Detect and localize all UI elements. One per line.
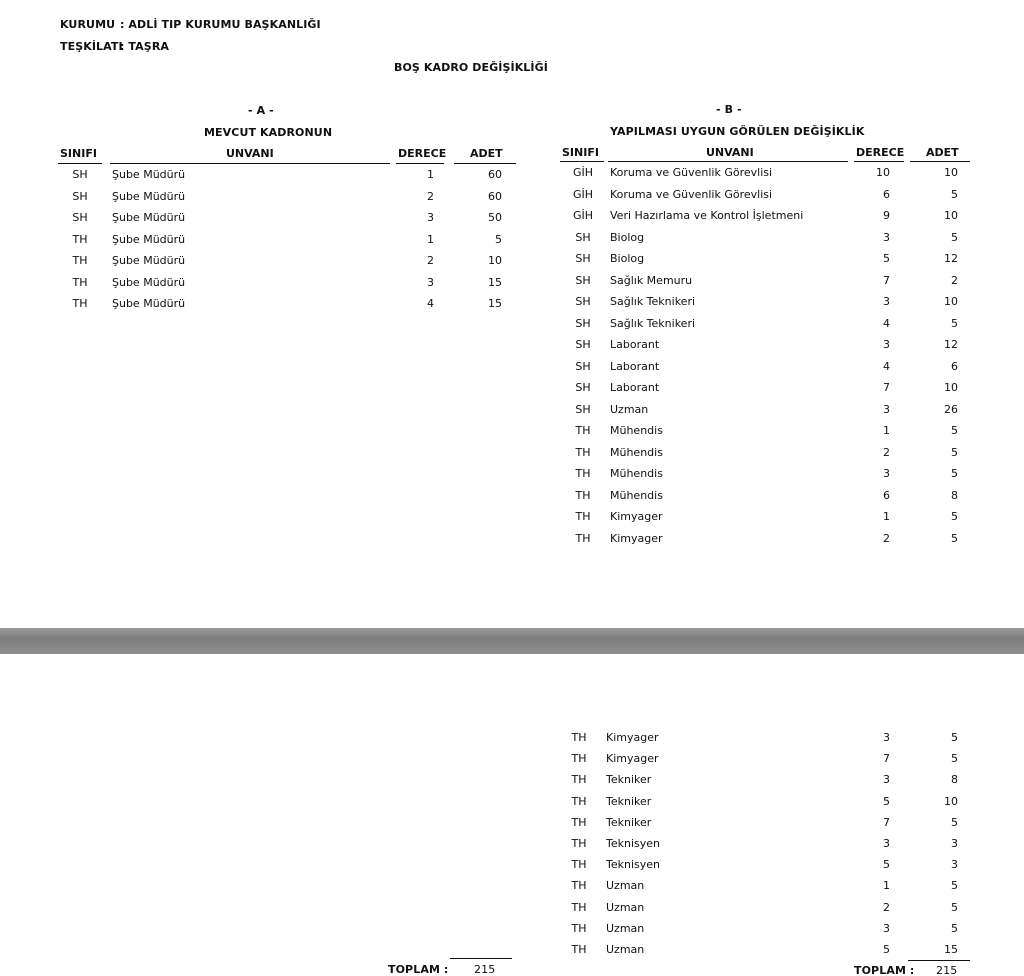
- cell-unvani: Laborant: [610, 338, 660, 351]
- cell-sinifi: TH: [72, 297, 88, 310]
- table-row: [0, 795, 1024, 816]
- cell-adet: 3: [951, 837, 958, 850]
- section-b-col-sinifi: SINIFI: [562, 146, 599, 159]
- table-row: [0, 489, 1024, 510]
- cell-sinifi: TH: [571, 815, 587, 829]
- table-row: [0, 338, 1024, 359]
- cell-adet: 5: [951, 230, 958, 244]
- section-a-col-adet: ADET: [470, 147, 503, 160]
- cell-unvani: Biolog: [610, 230, 645, 244]
- cell-derece: 3: [883, 731, 890, 744]
- section-a-total-rule: [450, 958, 512, 959]
- cell-sinifi: SH: [575, 381, 591, 394]
- table-row: [0, 816, 1024, 837]
- cell-sinifi: SH: [575, 252, 591, 265]
- cell-adet: 5: [951, 921, 958, 935]
- table-row: [0, 252, 1024, 273]
- cell-unvani: Uzman: [610, 402, 649, 416]
- cell-unvani: Sağlık Teknikeri: [610, 295, 696, 308]
- cell-unvani: Tekniker: [606, 773, 652, 787]
- cell-unvani: Uzman: [606, 943, 645, 956]
- cell-derece: 7: [883, 815, 890, 829]
- cell-derece: 7: [883, 273, 890, 287]
- cell-adet: 8: [951, 488, 958, 502]
- cell-sinifi: TH: [571, 837, 587, 850]
- cell-unvani: Veri Hazırlama ve Kontrol İşletmeni: [610, 209, 804, 222]
- teskilati-value: : TAŞRA: [120, 40, 169, 53]
- cell-adet: 12: [944, 252, 958, 265]
- cell-derece: 6: [883, 187, 890, 201]
- cell-adet: 5: [951, 900, 958, 914]
- section-b-total-rule: [908, 960, 970, 961]
- cell-sinifi: TH: [72, 254, 88, 267]
- cell-unvani: Sağlık Teknikeri: [610, 316, 696, 330]
- table-row: [0, 773, 1024, 794]
- section-b-derece-underline: [854, 161, 904, 162]
- cell-adet: 5: [951, 467, 958, 480]
- section-a-unvani-underline: [110, 163, 390, 164]
- cell-adet: 5: [951, 731, 958, 744]
- cell-sinifi: SH: [72, 189, 88, 203]
- page-separator: [0, 628, 1024, 654]
- cell-derece: 7: [883, 752, 890, 766]
- cell-sinifi: SH: [575, 295, 591, 308]
- cell-derece: 2: [883, 531, 890, 545]
- cell-sinifi: TH: [575, 467, 591, 480]
- cell-derece: 1: [427, 168, 434, 181]
- cell-adet: 10: [944, 794, 958, 808]
- table-row: [0, 295, 1024, 316]
- cell-adet: 12: [944, 338, 958, 351]
- cell-unvani: Mühendis: [610, 467, 663, 480]
- cell-adet: 5: [495, 232, 502, 246]
- section-b-subtitle: YAPILMASI UYGUN GÖRÜLEN DEĞİŞİKLİK: [610, 125, 865, 138]
- cell-unvani: Koruma ve Güvenlik Görevlisi: [610, 166, 773, 179]
- section-a-letter: - A -: [248, 104, 274, 117]
- cell-unvani: Şube Müdürü: [112, 189, 186, 203]
- table-row: [0, 231, 1024, 252]
- cell-adet: 15: [944, 943, 958, 956]
- cell-unvani: Kimyager: [606, 752, 659, 766]
- section-b-col-derece: DERECE: [856, 146, 905, 159]
- cell-unvani: Kimyager: [610, 531, 663, 545]
- table-row: [0, 381, 1024, 402]
- cell-unvani: Şube Müdürü: [112, 297, 186, 310]
- cell-derece: 2: [427, 189, 434, 203]
- section-b-col-unvani: UNVANI: [706, 146, 754, 159]
- cell-unvani: Uzman: [606, 879, 645, 893]
- cell-derece: 1: [883, 879, 890, 893]
- cell-sinifi: TH: [72, 232, 88, 246]
- cell-derece: 2: [883, 445, 890, 459]
- cell-derece: 5: [883, 252, 890, 265]
- table-row: [0, 317, 1024, 338]
- table-row: [0, 752, 1024, 773]
- cell-derece: 3: [883, 338, 890, 351]
- cell-unvani: Şube Müdürü: [112, 211, 186, 224]
- cell-derece: 10: [876, 166, 890, 179]
- cell-derece: 3: [883, 467, 890, 480]
- cell-sinifi: GİH: [572, 187, 594, 201]
- section-b-adet-underline: [910, 161, 970, 162]
- cell-derece: 3: [883, 921, 890, 935]
- cell-derece: 3: [883, 230, 890, 244]
- cell-derece: 4: [883, 316, 890, 330]
- cell-adet: 5: [951, 445, 958, 459]
- cell-adet: 8: [951, 773, 958, 787]
- cell-sinifi: TH: [575, 445, 591, 459]
- cell-adet: 3: [951, 858, 958, 872]
- table-row: [0, 209, 1024, 230]
- section-a-total-label: TOPLAM :: [388, 963, 449, 976]
- cell-unvani: Teknisyen: [606, 858, 660, 872]
- cell-adet: 2: [951, 273, 958, 287]
- cell-sinifi: GİH: [572, 209, 594, 222]
- section-a-subtitle: MEVCUT KADRONUN: [204, 126, 333, 139]
- cell-adet: 5: [951, 815, 958, 829]
- cell-adet: 5: [951, 187, 958, 201]
- cell-adet: 5: [951, 531, 958, 545]
- cell-sinifi: TH: [571, 900, 587, 914]
- cell-adet: 10: [944, 166, 958, 179]
- cell-unvani: Uzman: [606, 921, 645, 935]
- cell-derece: 3: [427, 275, 434, 289]
- section-b-total-value: 215: [936, 964, 958, 976]
- cell-derece: 3: [883, 837, 890, 850]
- cell-sinifi: SH: [575, 338, 591, 351]
- cell-unvani: Teknisyen: [606, 837, 660, 850]
- cell-sinifi: SH: [575, 230, 591, 244]
- cell-derece: 3: [883, 402, 890, 416]
- cell-unvani: Koruma ve Güvenlik Görevlisi: [610, 187, 773, 201]
- teskilati-label: TEŞKİLATI: [60, 40, 123, 53]
- cell-derece: 2: [883, 900, 890, 914]
- cell-derece: 5: [883, 858, 890, 872]
- section-a-col-derece: DERECE: [398, 147, 447, 160]
- table-row: [0, 532, 1024, 553]
- cell-sinifi: SH: [575, 273, 591, 287]
- cell-unvani: Tekniker: [606, 794, 652, 808]
- cell-unvani: Şube Müdürü: [112, 232, 186, 246]
- cell-adet: 10: [944, 209, 958, 222]
- cell-derece: 1: [427, 232, 434, 246]
- cell-sinifi: TH: [575, 424, 591, 437]
- cell-sinifi: TH: [575, 510, 591, 523]
- section-a-adet-underline: [454, 163, 516, 164]
- kurumu-value: : ADLİ TIP KURUMU BAŞKANLIĞI: [120, 18, 321, 31]
- section-a-derece-underline: [396, 163, 444, 164]
- section-a-sinifi-underline: [58, 163, 102, 164]
- cell-sinifi: TH: [571, 794, 587, 808]
- table-row: [0, 837, 1024, 858]
- section-b-col-adet: ADET: [926, 146, 959, 159]
- cell-adet: 5: [951, 316, 958, 330]
- cell-adet: 5: [951, 510, 958, 523]
- table-row: [0, 188, 1024, 209]
- cell-unvani: Şube Müdürü: [112, 275, 186, 289]
- cell-adet: 6: [951, 359, 958, 373]
- cell-sinifi: TH: [571, 731, 587, 744]
- cell-sinifi: TH: [571, 858, 587, 872]
- section-b-sinifi-underline: [560, 161, 604, 162]
- cell-adet: 10: [944, 381, 958, 394]
- cell-derece: 3: [883, 773, 890, 787]
- cell-sinifi: GİH: [572, 166, 594, 179]
- table-row: [0, 879, 1024, 900]
- cell-sinifi: SH: [575, 402, 591, 416]
- cell-adet: 10: [944, 295, 958, 308]
- table-row: [0, 274, 1024, 295]
- cell-unvani: Sağlık Memuru: [610, 273, 693, 287]
- cell-adet: 15: [488, 275, 502, 289]
- cell-adet: 10: [488, 254, 502, 267]
- table-row: [0, 424, 1024, 445]
- cell-sinifi: TH: [72, 275, 88, 289]
- cell-derece: 4: [427, 297, 434, 310]
- cell-sinifi: TH: [575, 531, 591, 545]
- document-page-2: [0, 654, 1024, 976]
- cell-unvani: Laborant: [610, 359, 660, 373]
- cell-unvani: Tekniker: [606, 815, 652, 829]
- cell-sinifi: SH: [72, 211, 88, 224]
- table-row: [0, 467, 1024, 488]
- table-row: [0, 510, 1024, 531]
- cell-adet: 5: [951, 752, 958, 766]
- table-row: [0, 403, 1024, 424]
- cell-derece: 2: [427, 254, 434, 267]
- table-row: [0, 943, 1024, 964]
- table-row: [0, 922, 1024, 943]
- cell-derece: 5: [883, 943, 890, 956]
- cell-adet: 15: [488, 297, 502, 310]
- table-row: [0, 858, 1024, 879]
- cell-sinifi: SH: [575, 316, 591, 330]
- cell-derece: 9: [883, 209, 890, 222]
- section-a-col-unvani: UNVANI: [226, 147, 274, 160]
- cell-derece: 7: [883, 381, 890, 394]
- cell-unvani: Şube Müdürü: [112, 254, 186, 267]
- cell-unvani: Kimyager: [610, 510, 663, 523]
- cell-adet: 60: [488, 168, 502, 181]
- cell-derece: 4: [883, 359, 890, 373]
- cell-derece: 1: [883, 510, 890, 523]
- section-a-col-sinifi: SINIFI: [60, 147, 97, 160]
- cell-sinifi: TH: [571, 879, 587, 893]
- cell-adet: 60: [488, 189, 502, 203]
- cell-unvani: Mühendis: [610, 445, 663, 459]
- cell-derece: 3: [427, 211, 434, 224]
- section-a-total-value: 215: [474, 963, 496, 976]
- cell-sinifi: TH: [575, 488, 591, 502]
- section-b-letter: - B -: [716, 103, 742, 116]
- cell-sinifi: TH: [571, 943, 587, 956]
- table-row: [0, 731, 1024, 752]
- cell-unvani: Kimyager: [606, 731, 659, 744]
- kurumu-label: KURUMU: [60, 18, 116, 31]
- cell-sinifi: SH: [72, 168, 88, 181]
- cell-derece: 5: [883, 794, 890, 808]
- cell-sinifi: TH: [571, 773, 587, 787]
- table-row: [0, 901, 1024, 922]
- cell-sinifi: TH: [571, 752, 587, 766]
- cell-derece: 3: [883, 295, 890, 308]
- cell-unvani: Laborant: [610, 381, 660, 394]
- table-row: [0, 446, 1024, 467]
- cell-unvani: Uzman: [606, 900, 645, 914]
- cell-derece: 1: [883, 424, 890, 437]
- cell-unvani: Şube Müdürü: [112, 168, 186, 181]
- cell-sinifi: TH: [571, 921, 587, 935]
- cell-unvani: Mühendis: [610, 424, 663, 437]
- cell-unvani: Mühendis: [610, 488, 663, 502]
- cell-adet: 5: [951, 879, 958, 893]
- cell-unvani: Biolog: [610, 252, 645, 265]
- document-title: BOŞ KADRO DEĞİŞİKLİĞİ: [394, 61, 548, 74]
- cell-adet: 26: [944, 402, 958, 416]
- table-row: [0, 166, 1024, 187]
- cell-adet: 5: [951, 424, 958, 437]
- cell-sinifi: SH: [575, 359, 591, 373]
- section-b-unvani-underline: [608, 161, 848, 162]
- cell-adet: 50: [488, 211, 502, 224]
- section-b-total-label: TOPLAM :: [854, 964, 915, 976]
- cell-derece: 6: [883, 488, 890, 502]
- table-row: [0, 360, 1024, 381]
